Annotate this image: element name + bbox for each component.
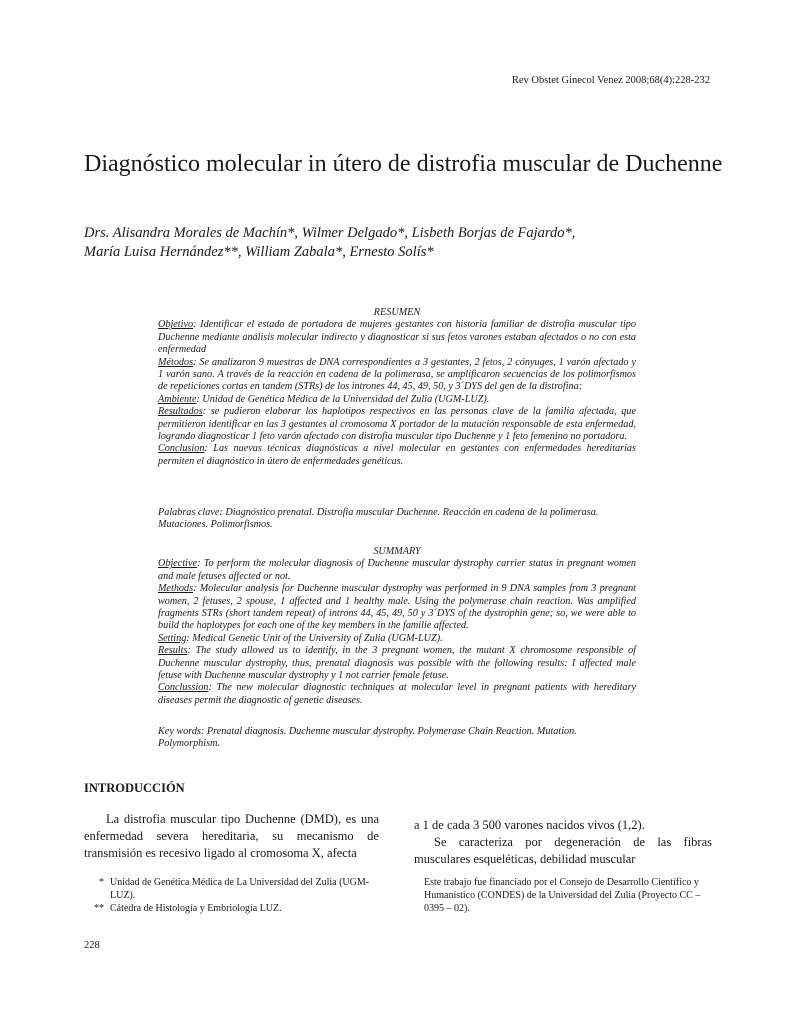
results-label: Results	[158, 645, 188, 657]
key-words: Key words: Prenatal diagnosis. Duchenne muscular dystrophy. Polymerase Chain Reaction. Mutation. Polymorphism.	[158, 726, 577, 750]
article-title: Diagnóstico molecular in útero de distrofia muscular de Duchenne	[84, 151, 723, 177]
journal-reference: Rev Obstet Ginecol Venez 2008;68(4):228-232	[511, 75, 710, 86]
section-heading: INTRODUCCIÓN	[84, 781, 185, 795]
objective-label: Objective	[158, 558, 198, 570]
setting-text: : Medical Genetic Unit of the University of Zulia (UGM-LUZ).	[186, 632, 443, 644]
resumen-resultados	[158, 406, 636, 443]
resumen-ambiente	[158, 394, 636, 406]
authors-line-2: María Luisa Hernández**, William Zabala*, Ernesto Solís*	[84, 244, 434, 260]
summary-objective	[158, 558, 636, 583]
metodos-label: Métodos	[158, 356, 194, 368]
intro-paragraph: La distrofia muscular tipo Duchenne (DMD), es una enfermedad severa hereditaria, su mecanismo de transmisión es recesivo ligado al cromosoma X, afecta	[84, 812, 379, 860]
summary-results	[158, 645, 636, 682]
footnote-1	[84, 876, 394, 902]
conclussion-text: : The new molecular diagnostic techniques at molecular level in pregnant patients with hereditary diseases permit the diagnostic of genetic diseases.	[158, 682, 636, 706]
authors-line-1: Drs. Alisandra Morales de Machín*, Wilmer Delgado*, Lisbeth Borjas de Fajardo*,	[84, 225, 576, 241]
conclussion-label: Conclussion	[158, 682, 209, 694]
affiliation-footnotes	[84, 876, 394, 915]
footnote-mark: *	[99, 877, 104, 888]
intro-left-column	[84, 811, 379, 862]
conclusion-label: Conclusion	[158, 443, 205, 455]
resumen-conclusion	[158, 443, 636, 468]
summary-heading: SUMMARY	[373, 546, 421, 557]
objetivo-label: Objetivo	[158, 319, 194, 331]
resumen-heading: RESUMEN	[373, 307, 421, 318]
footnote-text: Cátedra de Histología y Embriología LUZ.	[110, 903, 282, 914]
results-text: : The study allowed us to identify, in the 3 pregnant women, the mutant X chromosome responsible of Duchenne muscular dystrophy, thus, prenatal diagnosis was possible with the following results: I affected male fetuse with Duchenne muscular dystrophy y 1 not carrier female fetuse.	[158, 645, 636, 682]
metodos-text: : Se analizaron 9 muestras de DNA correspondientes a 3 gestantes, 2 fetos, 2 cónyuges, 1 varón afectado y 1 varón sano. A través de la reacción en cadena de la polimerasa, se amplificaron secuencias de los polimorfismos de repeticiones cortas en tandem (STRs) de los intrones 44, 45, 49, 50, y 3´DYS del gen de la distrofina;	[158, 356, 636, 393]
summary-methods	[158, 583, 636, 633]
ambiente-label: Ambiente	[158, 393, 197, 405]
summary-conclussion	[158, 682, 636, 707]
summary-setting	[158, 633, 636, 645]
methods-label: Methods	[158, 583, 194, 595]
methods-text: : Molecular analysis for Duchenne muscular dystrophy was performed in 9 DNA samples from 3 pregnant women, 2 fetuses, 2 spouse, 1 affected and 1 healthy male. Using the polymerase chain reaction. Was amplified fragments STRs (short tandem repeat) of introns 44, 45, 49, 50 y 3´DYS of the dystrophin gene; so, we were able to build the haplotypes for each one of the key members in the familie affected.	[158, 583, 636, 632]
footnote-2	[84, 902, 394, 915]
resumen-metodos	[158, 357, 636, 394]
page-number: 228	[84, 940, 100, 951]
footnote-text: Unidad de Genética Médica de La Universidad del Zulia (UGM-LUZ).	[110, 877, 370, 901]
resumen-block	[158, 307, 636, 468]
summary-block	[158, 546, 636, 707]
intro-right-line-1: a 1 de cada 3 500 varones nacidos vivos (1,2).	[414, 818, 645, 832]
resultados-label: Resultados	[158, 406, 203, 418]
intro-right-column	[414, 817, 712, 868]
conclusion-text: : Las nuevas técnicas diagnósticas a nivel molecular en gestantes con enfermedades hereditarias permiten el diagnóstico in útero de enfermedades genéticas.	[158, 443, 636, 467]
resumen-objetivo	[158, 319, 636, 356]
objetivo-text: : Identificar el estado de portadora de mujeres gestantes con historia familiar de distrofia muscular tipo Duchenne mediante análisis molecular indirecto y diagnosticar si sus fetos varones estaban afectados o no con esta enfermedad	[158, 319, 636, 356]
authors	[84, 224, 724, 262]
objective-text: : To perform the molecular diagnosis of Duchenne muscular dystrophy carrier status in pregnant women and male fetuses affected or not.	[158, 558, 636, 582]
footnote-mark: **	[94, 903, 104, 914]
resultados-text: : se pudieron elaborar los haplotipos respectivos en las personas clave de la familia afectada, que permitieron identificar en las 3 gestantes al cromosoma X portador de la mutación responsable de esta enfermedad, logrando diagnosticar 1 feto varón afectado con distrofia muscular tipo Duchenne y 1 feto femenino no portadora.	[158, 406, 636, 443]
intro-right-paragraph: Se caracteriza por degeneración de las fibras musculares esqueléticas, debilidad muscular	[414, 835, 712, 866]
ambiente-text: : Unidad de Genética Médica de la Universidad del Zulia (UGM-LUZ).	[196, 393, 490, 405]
funding-note: Este trabajo fue financiado por el Consejo de Desarrollo Científico y Humanístico (CONDES) de la Universidad del Zulia (Proyecto CC – 0395 – 02).	[424, 877, 701, 914]
palabras-clave: Palabras clave: Diagnóstico prenatal. Distrofia muscular Duchenne. Reacción en cadena de la polimerasa. Mutaciones. Polimorfismos.	[158, 507, 599, 531]
setting-label: Setting	[158, 632, 187, 644]
